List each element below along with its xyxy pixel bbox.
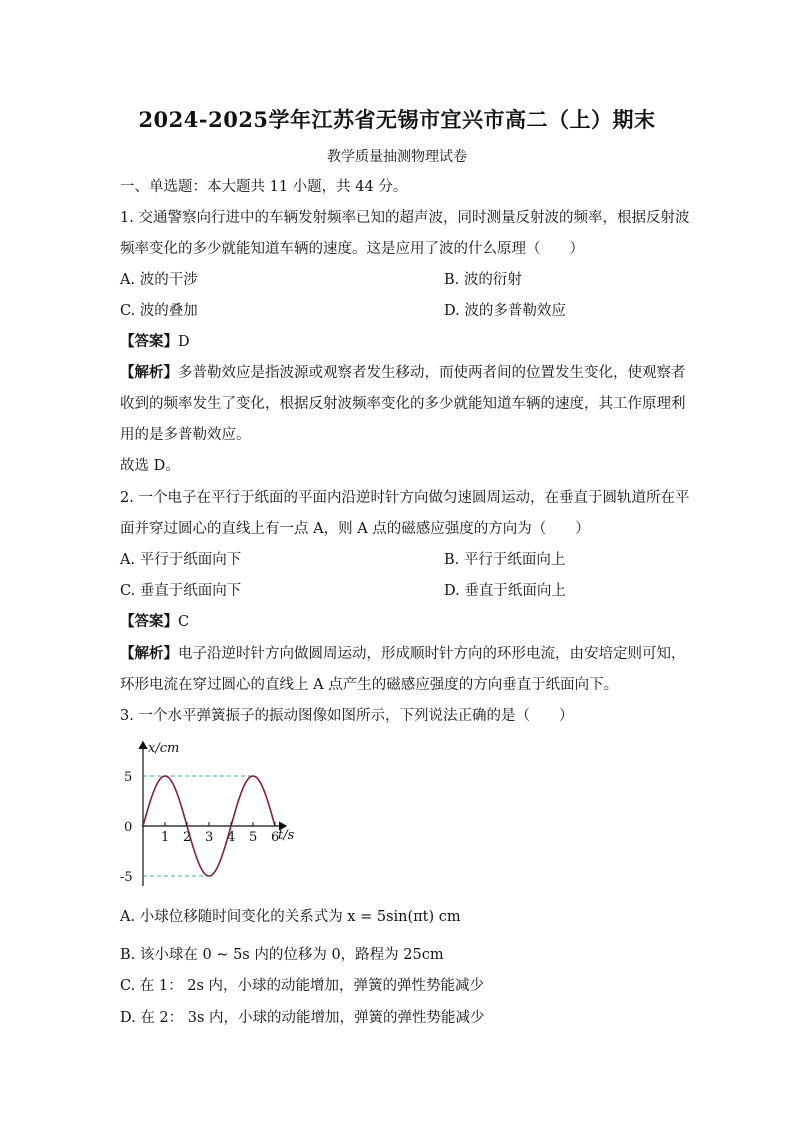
q2-option-a: A. 平行于纸面向下 (120, 552, 242, 568)
page-subtitle: 教学质量抽测物理试卷 (327, 149, 467, 165)
q2-answer (120, 612, 189, 632)
vibration-graph (112, 736, 312, 886)
y-tick-label: 0 (124, 820, 133, 835)
q1-answer-value: D (178, 334, 190, 350)
q3-stem: 3. 一个水平弹簧振子的振动图像如图所示，下列说法正确的是（ ） (120, 708, 574, 724)
x-tick-label: 3 (205, 830, 214, 845)
q3-option-b: B. 该小球在 0 ~ 5s 内的位移为 0，路程为 25cm (120, 947, 444, 963)
y-tick-label: 5 (124, 770, 133, 785)
q1-analysis-text1: 多普勒效应是指波源或观察者发生移动，而使两者间的位置发生变化，使观察者 (178, 365, 686, 381)
q2-option-d: D. 垂直于纸面向上 (444, 583, 566, 599)
q1-analysis-line3: 用的是多普勒效应。 (120, 427, 251, 443)
q2-answer-value: C (178, 614, 190, 630)
q1-answer (120, 332, 190, 352)
y-tick-label: -5 (120, 870, 133, 885)
q2-answer-label: 【答案】 (120, 613, 178, 630)
q1-stem-line1: 1. 交通警察向行进中的车辆发射频率已知的超声波，同时测量反射波的频率，根据反射波 (120, 210, 690, 226)
y-axis-label: x/cm (148, 741, 180, 756)
q1-stem-line2: 频率变化的多少就能知道车辆的速度。这是应用了波的什么原理（ ） (120, 241, 584, 257)
q1-conclusion: 故选 D。 (120, 458, 180, 474)
q1-option-b: B. 波的衍射 (444, 272, 522, 288)
x-tick-label: 4 (227, 830, 236, 845)
x-tick-label: 1 (161, 830, 170, 845)
section-heading: 一、单选题：本大题共 11 小题，共 44 分。 (120, 179, 408, 195)
q1-option-d: D. 波的多普勒效应 (444, 303, 566, 319)
q1-analysis-line1 (120, 363, 686, 383)
q2-analysis-line1 (120, 644, 686, 664)
x-tick-label: 5 (249, 830, 258, 845)
q3-option-a: A. 小球位移随时间变化的关系式为 x = 5sin(πt) cm (120, 909, 461, 925)
x-axis-label: t/s (278, 828, 295, 843)
q1-option-c: C. 波的叠加 (120, 303, 198, 319)
q1-analysis-line2: 收到的频率发生了变化，根据反射波频率变化的多少就能知道车辆的速度，其工作原理利 (120, 396, 686, 412)
q2-analysis-label: 【解析】 (120, 645, 178, 662)
q2-stem-line2: 面并穿过圆心的直线上有一点 A，则 A 点的磁感应强度的方向为（ ） (120, 521, 590, 537)
x-tick-label: 2 (183, 830, 192, 845)
q2-option-b: B. 平行于纸面向上 (444, 552, 566, 568)
q3-option-d: D. 在 2： 3s 内，小球的动能增加，弹簧的弹性势能减少 (120, 1010, 485, 1026)
q2-analysis-text1: 电子沿逆时针方向做圆周运动，形成顺时针方向的环形电流，由安培定则可知， (178, 646, 686, 662)
q1-analysis-label: 【解析】 (120, 364, 178, 381)
x-tick-label: 6 (271, 830, 280, 845)
q3-option-c: C. 在 1： 2s 内，小球的动能增加，弹簧的弹性势能减少 (120, 978, 485, 994)
q1-option-a: A. 波的干涉 (120, 272, 198, 288)
page-title: 2024-2025学年江苏省无锡市宜兴市高二（上）期末 (138, 107, 656, 132)
q2-option-c: C. 垂直于纸面向下 (120, 583, 242, 599)
q2-stem-line1: 2. 一个电子在平行于纸面的平面内沿逆时针方向做匀速圆周运动，在垂直于圆轨道所在平 (120, 490, 690, 506)
q2-analysis-line2: 环形电流在穿过圆心的直线上 A 点产生的磁感应强度的方向垂直于纸面向下。 (120, 677, 619, 693)
q1-answer-label: 【答案】 (120, 333, 178, 350)
